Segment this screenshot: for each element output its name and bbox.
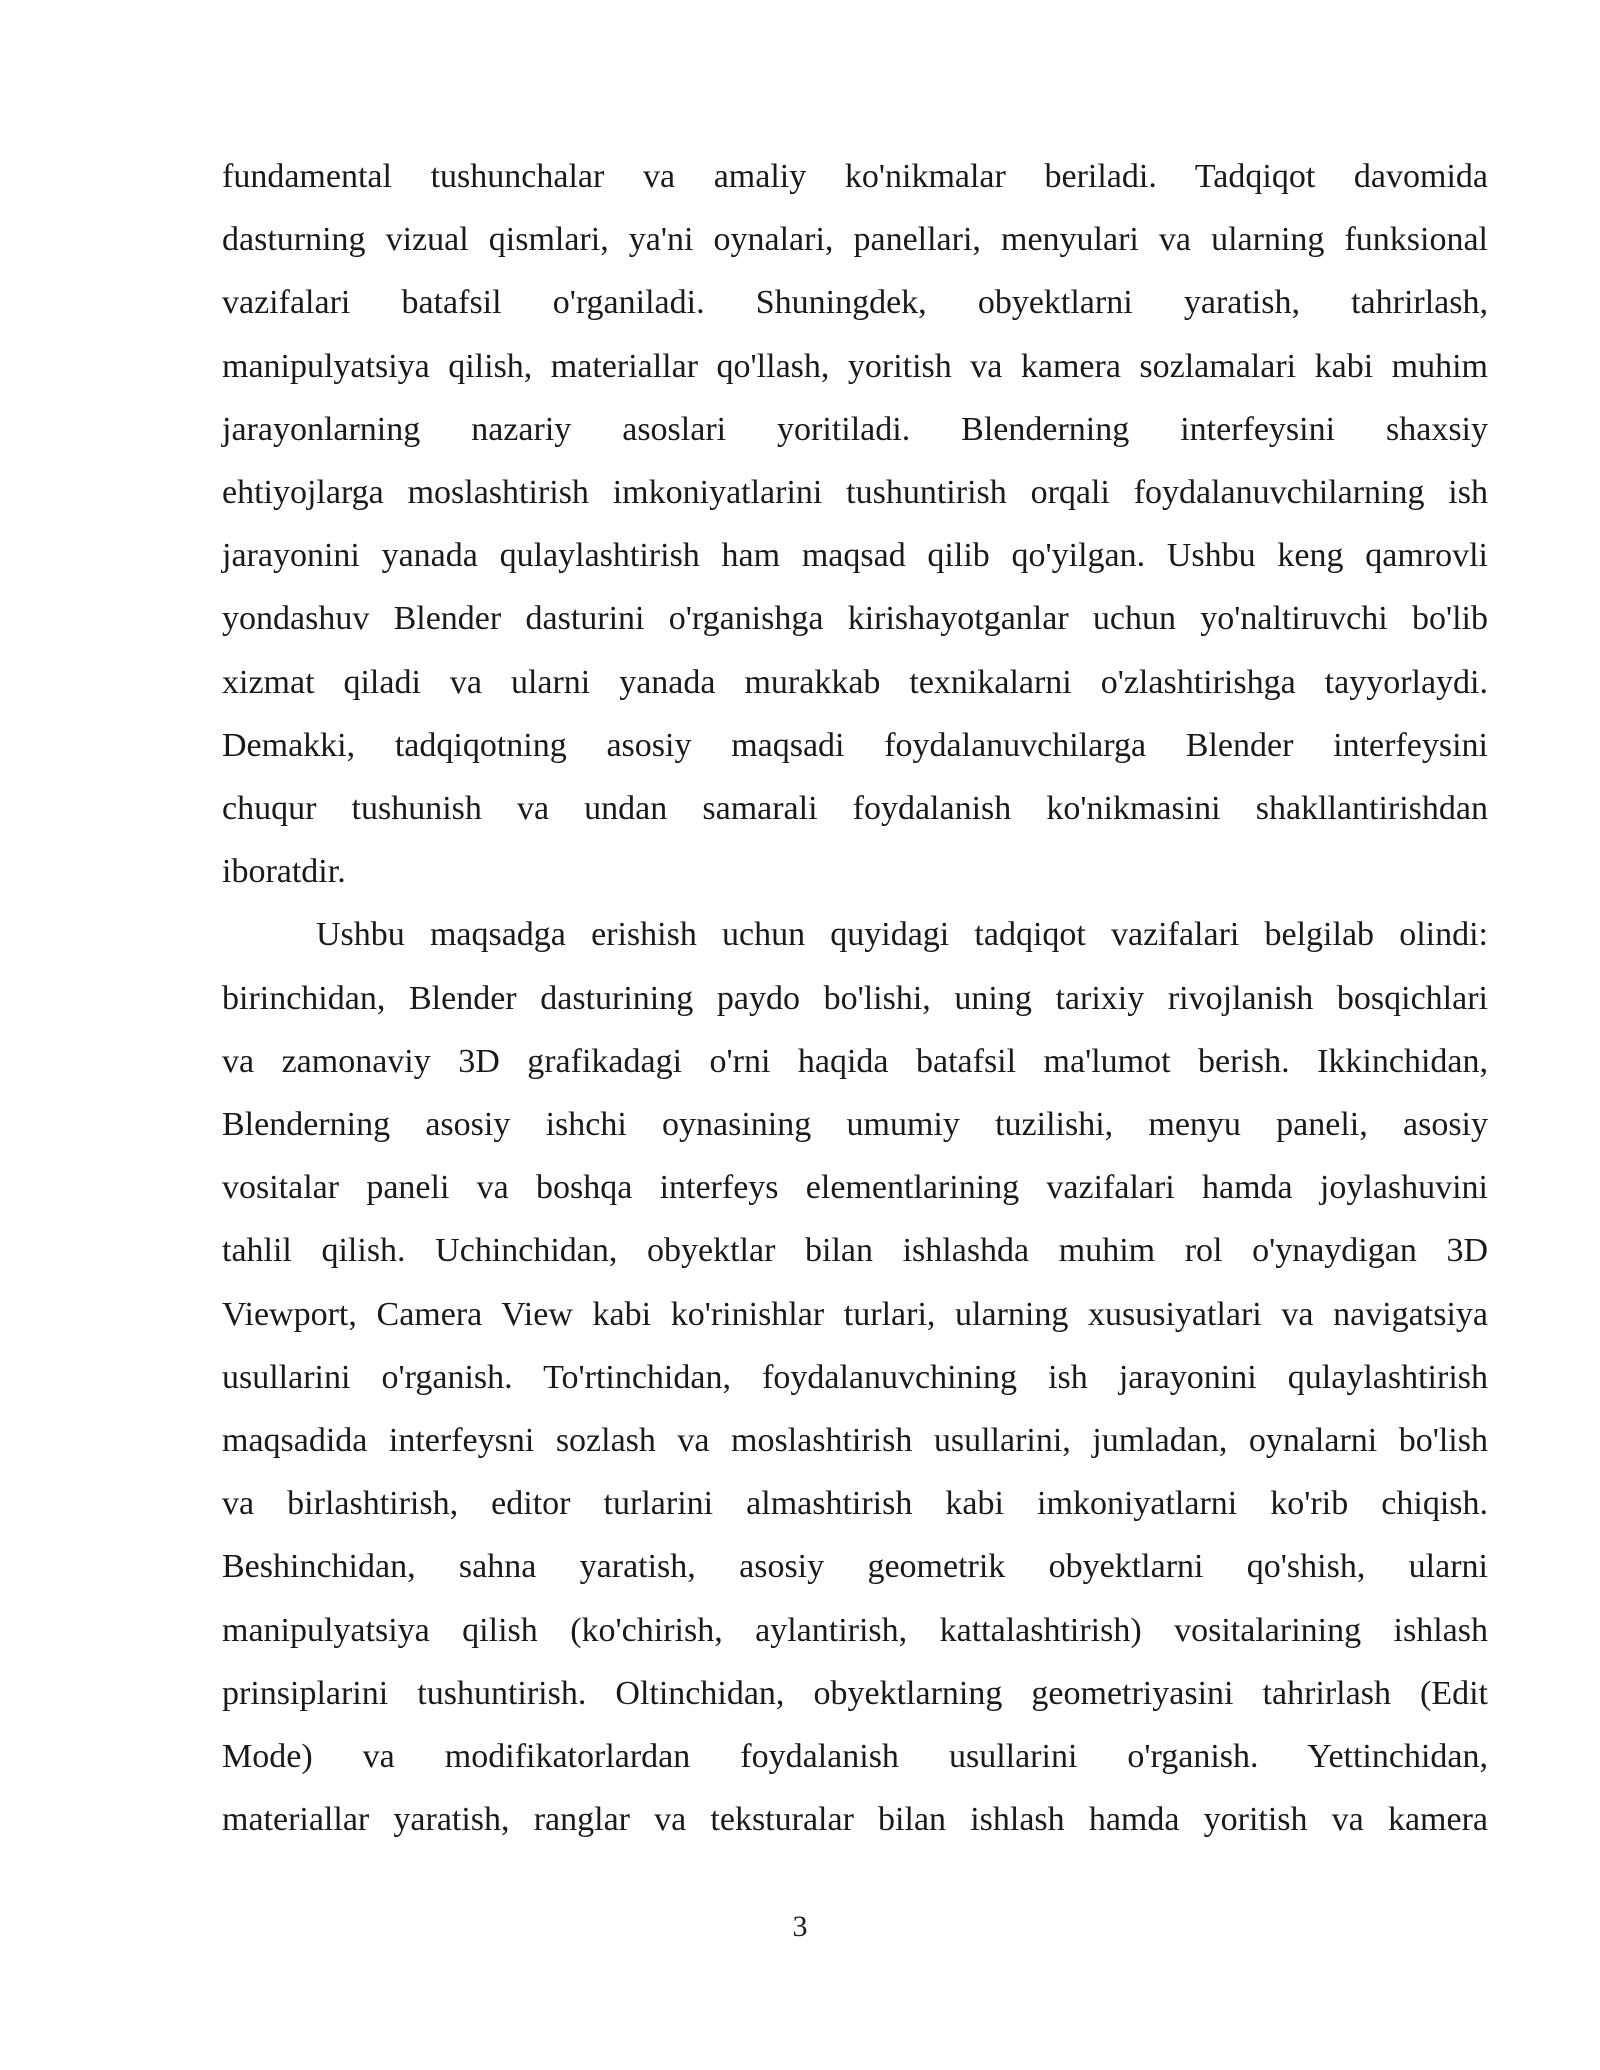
text-line: va birlashtirish, editor turlarini almashtirish kabi imkoniyatlarni ko'rib chiqish.	[222, 1485, 1488, 1523]
text-line: vositalar paneli va boshqa interfeys elementlarining vazifalari hamda joylashuvini	[222, 1169, 1488, 1207]
text-line: xizmat qiladi va ularni yanada murakkab texnikalarni o'zlashtirishga tayyorlaydi.	[222, 663, 1488, 701]
paragraph-1	[222, 145, 1488, 903]
text-line: Viewport, Camera View kabi ko'rinishlar turlari, ularning xususiyatlari va navigatsiya	[222, 1295, 1488, 1333]
text-line: vazifalari batafsil o'rganiladi. Shuningdek, obyektlarni yaratish, tahrirlash,	[222, 284, 1488, 322]
text-line: Beshinchidan, sahna yaratish, asosiy geometrik obyektlarni qo'shish, ularni	[222, 1548, 1488, 1586]
text-line: usullarini o'rganish. To'rtinchidan, foydalanuvchining ish jarayonini qulaylashtirish	[222, 1358, 1488, 1396]
text-line: Ushbu maqsadga erishish uchun quyidagi tadqiqot vazifalari belgilab olindi:	[316, 916, 1488, 954]
text-line: Demakki, tadqiqotning asosiy maqsadi foydalanuvchilarga Blender interfeysini	[222, 726, 1488, 764]
text-line: manipulyatsiya qilish (ko'chirish, aylantirish, kattalashtirish) vositalarining ishlash	[222, 1611, 1488, 1649]
text-line: chuqur tushunish va undan samarali foydalanish ko'nikmasini shakllantirishdan	[222, 790, 1488, 828]
text-line: jarayonlarning nazariy asoslari yoritiladi. Blenderning interfeysini shaxsiy	[222, 410, 1488, 448]
text-line: yondashuv Blender dasturini o'rganishga kirishayotganlar uchun yo'naltiruvchi bo'lib	[222, 600, 1488, 638]
text-line: jarayonini yanada qulaylashtirish ham maqsad qilib qo'yilgan. Ushbu keng qamrovli	[222, 537, 1488, 575]
page-number: 3	[792, 1910, 808, 1943]
text-line: Blenderning asosiy ishchi oynasining umumiy tuzilishi, menyu paneli, asosiy	[222, 1106, 1488, 1144]
text-line: va zamonaviy 3D grafikadagi o'rni haqida batafsil ma'lumot berish. Ikkinchidan,	[222, 1042, 1488, 1080]
text-line: prinsiplarini tushuntirish. Oltinchidan, obyektlarning geometriyasini tahrirlash (Edit	[222, 1674, 1488, 1712]
text-line: fundamental tushunchalar va amaliy ko'nikmalar beriladi. Tadqiqot davomida	[222, 158, 1488, 195]
text-line: materiallar yaratish, ranglar va teksturalar bilan ishlash hamda yoritish va kamera	[222, 1801, 1488, 1839]
text-line: tahlil qilish. Uchinchidan, obyektlar bilan ishlashda muhim rol o'ynaydigan 3D	[222, 1232, 1488, 1270]
text-line: dasturning vizual qismlari, ya'ni oynalari, panellari, menyulari va ularning funksional	[222, 221, 1488, 259]
text-line: iboratdir.	[222, 853, 346, 891]
text-line: Mode) va modifikatorlardan foydalanish usullarini o'rganish. Yettinchidan,	[222, 1738, 1488, 1776]
paragraph-2	[222, 903, 1488, 1851]
text-line: ehtiyojlarga moslashtirish imkoniyatlarini tushuntirish orqali foydalanuvchilarning ish	[222, 474, 1488, 512]
body-text	[222, 145, 1488, 1851]
text-line: birinchidan, Blender dasturining paydo bo'lishi, uning tarixiy rivojlanish bosqichlari	[222, 979, 1488, 1017]
text-line: manipulyatsiya qilish, materiallar qo'llash, yoritish va kamera sozlamalari kabi muhim	[222, 347, 1488, 385]
text-line: maqsadida interfeysni sozlash va moslashtirish usullarini, jumladan, oynalarni bo'lish	[222, 1422, 1488, 1460]
